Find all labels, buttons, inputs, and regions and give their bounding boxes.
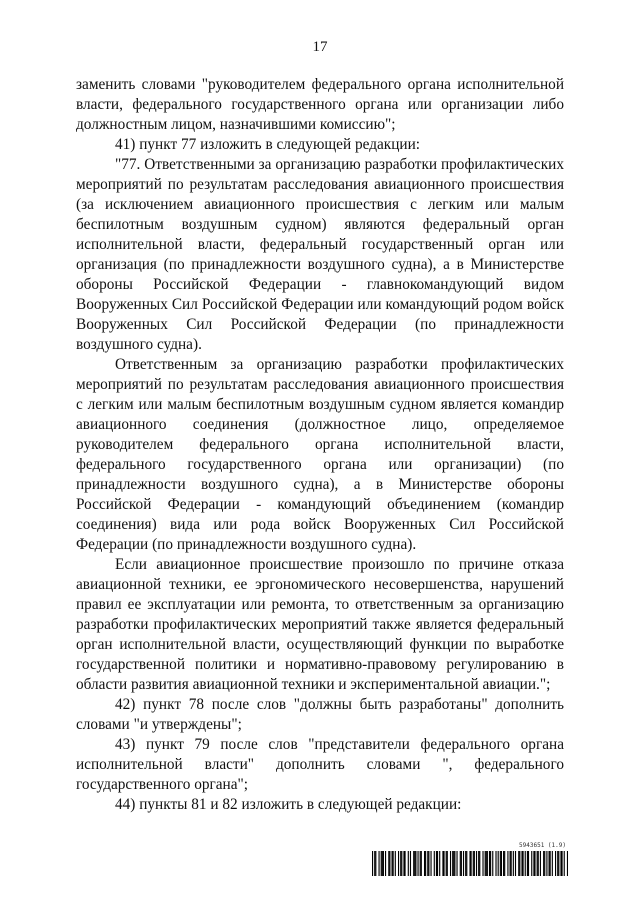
barcode-bar <box>486 851 487 876</box>
barcode-bar <box>537 851 538 876</box>
barcode-bar <box>519 851 520 876</box>
paragraph: Ответственным за организацию разработки профилактических мероприятий по результатам расследования авиационного происшествия с легким или малым беспилотным воздушным судном является командир авиационного соединения (должностное лицо, определяемое руководителем федерального органа исполнительной власти, федерального государственного органа или организации) (по принадлежности воздушного судна), а в Министерстве обороны Российской Федерации - командующий объединением (командир соединения) вида или рода войск Вооруженных Сил Российской Федерации (по принадлежности воздушного судна). <box>76 356 564 553</box>
document-body <box>76 75 564 815</box>
barcode-bar <box>461 851 462 876</box>
barcode-bar <box>436 851 437 876</box>
barcode-bar <box>482 851 483 876</box>
barcode-bar <box>527 851 528 876</box>
barcode-bar <box>382 851 383 876</box>
barcode-bar <box>540 851 541 876</box>
barcode-bar <box>439 851 440 876</box>
barcode-bar <box>466 851 467 876</box>
barcode-bar <box>391 851 392 876</box>
barcode-bar <box>424 851 425 876</box>
barcode-bar <box>510 851 511 876</box>
barcode-bar <box>503 851 504 876</box>
barcode-bar <box>474 851 475 876</box>
barcode-bar <box>528 851 529 876</box>
barcode-bar <box>498 851 499 876</box>
barcode-bar <box>538 851 539 876</box>
barcode-bar <box>456 851 457 876</box>
barcode-bar <box>507 851 508 876</box>
barcode-bar <box>446 851 447 876</box>
barcode-bar <box>515 851 516 876</box>
page-number: 17 <box>312 39 328 55</box>
barcode-bar <box>454 851 455 876</box>
barcode-bar <box>410 851 411 876</box>
paragraph: 43) пункт 79 после слов "представители федерального органа исполнительной власти" дополнить словами ", федерального государственного органа"; <box>76 736 564 793</box>
barcode-bar <box>552 851 553 876</box>
barcode-bar <box>495 851 496 876</box>
barcode-image <box>372 851 568 876</box>
barcode-bar <box>543 851 544 876</box>
barcode-bar <box>513 851 514 876</box>
barcode-bar <box>372 851 373 876</box>
barcode-bar <box>531 851 532 876</box>
barcode-bar <box>395 851 396 876</box>
paragraph: 44) пункты 81 и 82 изложить в следующей редакции: <box>115 796 462 813</box>
barcode-bar <box>417 851 418 876</box>
barcode-bar <box>549 851 550 876</box>
barcode-bar <box>404 851 405 876</box>
barcode-bar <box>504 851 505 876</box>
barcode-bar <box>489 851 490 876</box>
barcode-bar <box>428 851 429 876</box>
barcode-bar <box>442 851 443 876</box>
barcode-bar <box>557 851 558 876</box>
barcode-bar <box>452 851 453 876</box>
paragraph: Если авиационное происшествие произошло по причине отказа авиационной техники, ее эргономического несовершенства, нарушений правил ее эксплуатации или ремонта, то ответственным за организацию разработки профилактических мероприятий также является федеральный орган исполнительной власти, осуществляющий функции по выработке государственной политики и нормативно-правовому регулированию в области развития авиационной техники и экспериментальной авиации."; <box>76 556 564 693</box>
barcode-bar <box>443 851 444 876</box>
barcode-bar <box>546 851 547 876</box>
barcode-bar <box>421 851 422 876</box>
barcode-bar <box>479 851 480 876</box>
barcode-bar <box>393 851 394 876</box>
barcode-bar <box>485 851 486 876</box>
barcode-bar <box>478 851 479 876</box>
barcode-bar <box>525 851 526 876</box>
barcode-bar <box>385 851 386 876</box>
barcode-bar <box>398 851 399 876</box>
barcode-bar <box>562 851 563 876</box>
barcode-bar <box>374 851 375 876</box>
barcode-bar <box>533 851 534 876</box>
barcode-bar <box>471 851 472 876</box>
barcode-bar <box>453 851 454 876</box>
barcode-bar <box>490 851 491 876</box>
barcode-bar <box>447 851 448 876</box>
barcode-bar <box>414 851 415 876</box>
barcode-bar <box>383 851 384 876</box>
paragraph: заменить словами "руководителем федерального органа исполнительной власти, федерального государственного органа или организации либо должностным лицом, назначившими комиссию"; <box>76 76 564 133</box>
barcode-bar <box>487 851 488 876</box>
barcode-bar <box>460 851 461 876</box>
barcode-bar <box>558 851 559 876</box>
barcode-bar <box>567 851 568 876</box>
barcode-bar <box>544 851 545 876</box>
barcode-bar <box>511 851 512 876</box>
barcode-bar <box>400 851 401 876</box>
barcode-bar <box>425 851 426 876</box>
barcode-bar <box>469 851 470 876</box>
barcode-bar <box>375 851 376 876</box>
barcode-bar <box>555 851 556 876</box>
barcode-bar <box>415 851 416 876</box>
barcode-bar <box>473 851 474 876</box>
barcode-label: 5943651 (1.9) <box>519 842 566 849</box>
barcode-bar <box>564 851 565 876</box>
barcode-bar <box>476 851 477 876</box>
barcode-bar <box>389 851 390 876</box>
barcode-bar <box>437 851 438 876</box>
barcode-bar <box>518 851 519 876</box>
barcode-bar <box>501 851 502 876</box>
paragraph: 41) пункт 77 изложить в следующей редакции: <box>115 136 421 153</box>
barcode-bar <box>413 851 414 876</box>
paragraph: "77. Ответственными за организацию разработки профилактических мероприятий по результатам расследования авиационного происшествия (за исключением авиационного происшествия с легким или малым беспилотным воздушным судном) являются федеральный орган исполнительной власти, федеральный государственный орган или организация (по принадлежности воздушного судна), а в Министерстве обороны Российской Федерации - главнокомандующий видом Вооруженных Сил Российской Федерации или командующий родом войск Вооруженных Сил Российской Федерации (по принадлежности воздушного судна). <box>76 156 564 353</box>
barcode-bar <box>534 851 535 876</box>
barcode-bar <box>463 851 464 876</box>
barcode-bar <box>420 851 421 876</box>
barcode-bar <box>434 851 435 876</box>
barcode-bar <box>381 851 382 876</box>
barcode-bar <box>560 851 561 876</box>
barcode-bar <box>378 851 379 876</box>
barcode-bar <box>427 851 428 876</box>
barcode-bar <box>550 851 551 876</box>
paragraph: 42) пункт 78 после слов "должны быть разработаны" дополнить словами "и утверждены"; <box>76 696 564 733</box>
barcode-bar <box>492 851 493 876</box>
barcode-bar <box>523 851 524 876</box>
barcode-bar <box>500 851 501 876</box>
barcode-bar <box>388 851 389 876</box>
barcode-bar <box>430 851 431 876</box>
barcode-bar <box>408 851 409 876</box>
barcode-bar <box>521 851 522 876</box>
barcode-bar <box>401 851 402 876</box>
barcode-bar <box>465 851 466 876</box>
barcode-bar <box>450 851 451 876</box>
barcode-bar <box>403 851 404 876</box>
